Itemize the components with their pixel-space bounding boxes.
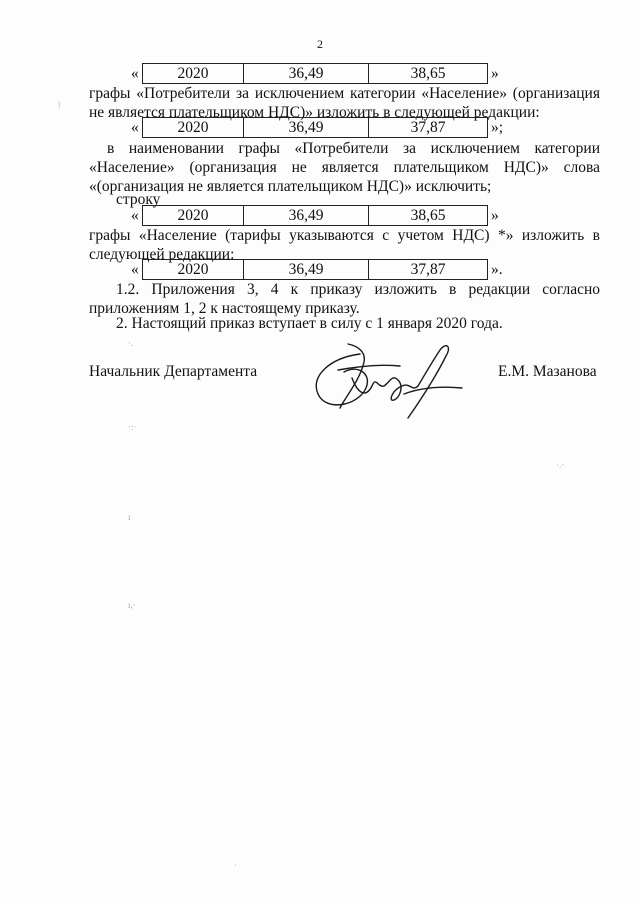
year-cell: 2020 [143,260,244,279]
value-cell-1: 36,49 [244,206,369,225]
text-line: не является плательщиком НДС)» изложить в следующей редакции: [89,104,540,121]
close-quote: » [491,65,499,82]
page-number: 2 [317,37,323,51]
close-quote: ». [491,261,503,278]
year-cell: 2020 [143,64,244,83]
signatory-title: Начальник Департамента [89,363,258,380]
paragraph-heading-change [89,139,600,196]
value-cell-1: 36,49 [244,64,369,83]
scan-artifact: ·:· [128,422,137,432]
value-cells [142,259,488,280]
signatory-name: Е.М. Мазанова [498,363,597,380]
scan-artifact: ⁞ [58,100,61,110]
text-line: графы «Население (тарифы указываются с учетом НДС) *» изложить в [89,227,600,244]
text-line: «(организация не является плательщиком НДС)» исключить; [89,178,492,195]
scan-artifact: ı,· [128,600,136,610]
scan-artifact: ·.· [556,460,565,470]
text-line: в наименовании графы «Потребители за исключением категории [107,140,600,157]
scan-artifact: · [234,860,237,870]
value-cells [142,63,488,84]
open-quote: « [131,261,139,278]
scan-artifact: ı [128,512,131,522]
value-cell-2: 38,65 [410,207,446,224]
text-line: графы «Потребители за исключением категории «Население» (организация [89,85,600,102]
close-quote: »; [491,119,504,136]
open-quote: « [131,119,139,136]
open-quote: « [131,65,139,82]
year-cell: 2020 [143,118,244,137]
paragraph-appendices [89,280,600,318]
value-cell-1: 36,49 [244,260,369,279]
open-quote: « [131,207,139,224]
text-line: следующей редакции: [89,246,235,263]
text-line: строку [116,191,161,208]
value-cell-2: 38,65 [410,65,446,82]
text-line: «Население» (организация не является плательщиком НДС)» слова [89,159,600,176]
text-line: 2. Настоящий приказ вступает в силу с 1 января 2020 года. [116,315,503,332]
value-cell-2: 37,87 [410,119,446,136]
value-cells [142,117,488,138]
text-line: 1.2. Приложения 3, 4 к приказу изложить в редакции согласно [116,281,600,298]
year-cell: 2020 [143,206,244,225]
text-line: приложениям 1, 2 к настоящему приказу. [89,300,360,317]
scan-artifact: ·. [128,338,134,348]
close-quote: » [491,207,499,224]
value-cell-2: 37,87 [410,261,446,278]
value-cells [142,205,488,226]
handwritten-signature [300,336,480,426]
value-cell-1: 36,49 [244,118,369,137]
